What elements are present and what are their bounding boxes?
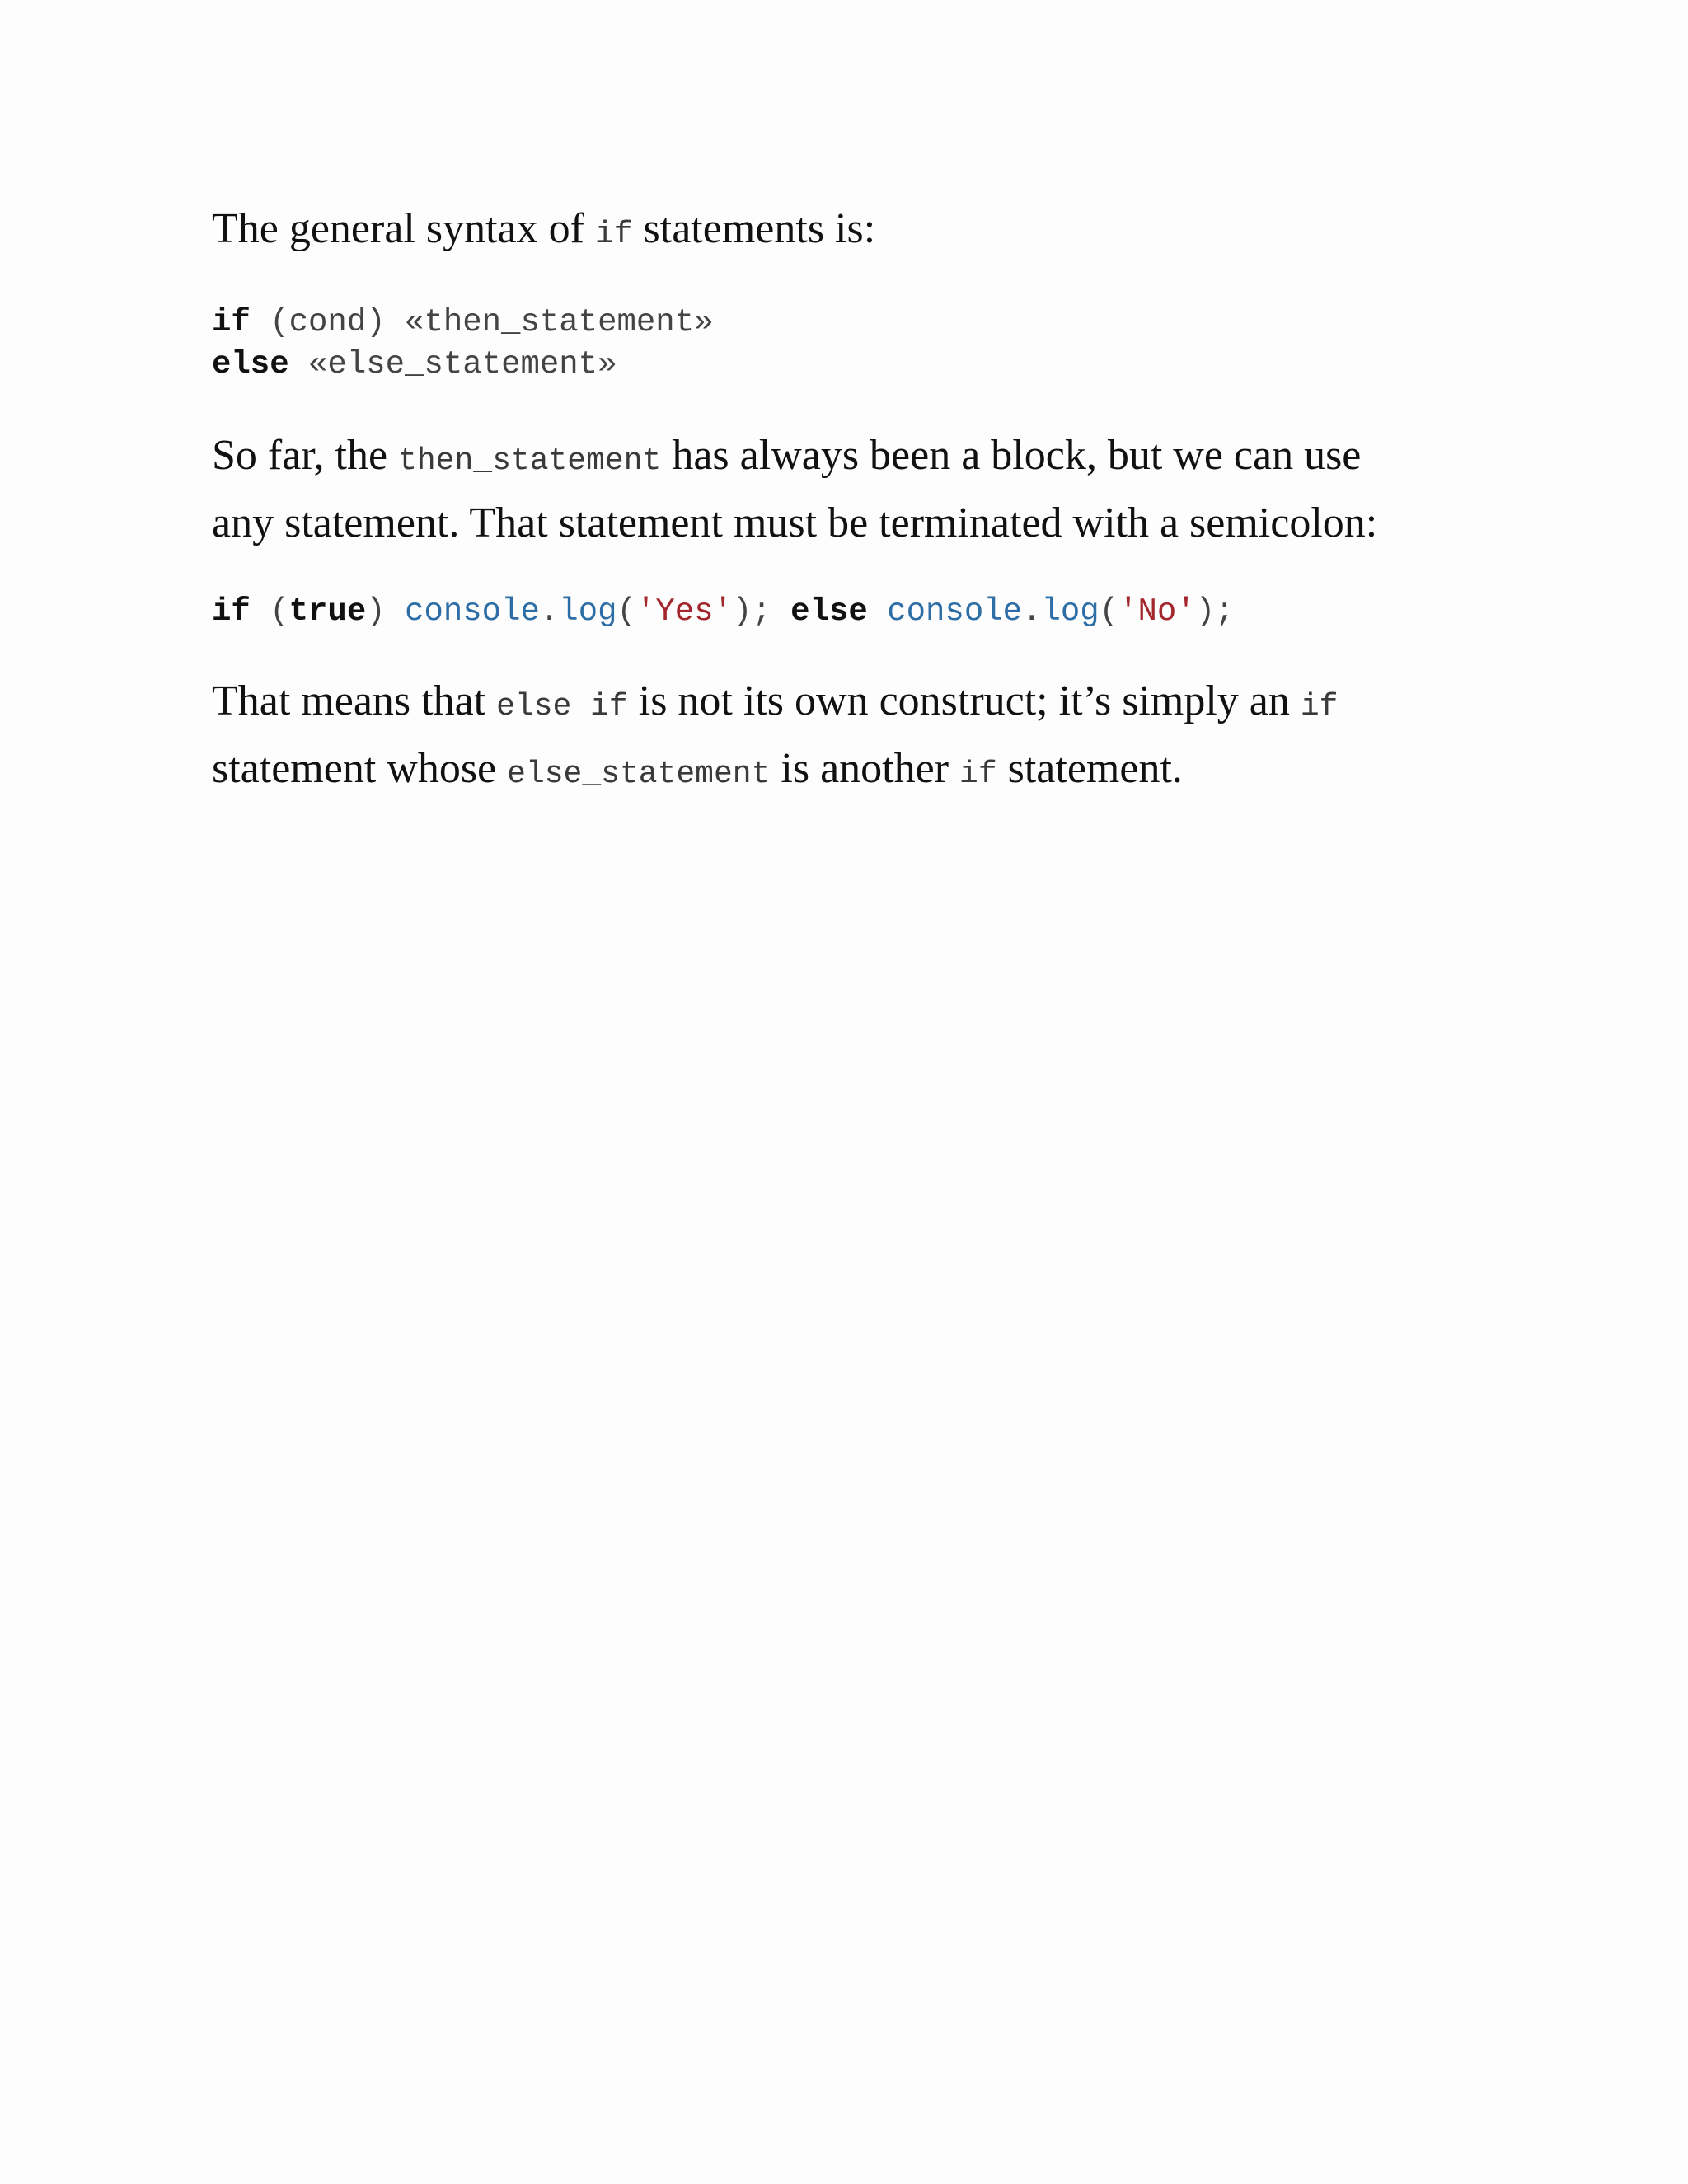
inline-code: if	[959, 757, 997, 792]
punctuation: );	[732, 593, 791, 630]
keyword: else	[790, 593, 868, 630]
inline-code: else if	[496, 689, 628, 724]
text: That means that	[212, 677, 497, 724]
code-text: «else_statement»	[288, 346, 617, 382]
punctuation: );	[1195, 593, 1235, 630]
code-line	[212, 302, 1498, 344]
then-statement-paragraph	[212, 424, 1498, 554]
text: statement whose	[212, 745, 508, 792]
punctuation: )	[366, 593, 406, 630]
keyword: if	[212, 593, 251, 630]
paragraph-line	[212, 424, 1498, 492]
code-line	[212, 344, 1498, 386]
text: statement.	[996, 745, 1183, 792]
else-if-paragraph	[212, 670, 1498, 805]
paragraph-line	[212, 738, 1498, 805]
inline-code: then_statement	[398, 443, 662, 479]
paragraph-line	[212, 670, 1498, 738]
whitespace	[868, 593, 887, 630]
keyword: else	[212, 346, 289, 382]
text: is another	[770, 745, 960, 792]
identifier: log	[559, 593, 617, 630]
inline-code: else_statement	[507, 757, 771, 792]
inline-code: if	[1300, 689, 1339, 724]
punctuation: (	[250, 593, 289, 630]
punctuation: (	[1099, 593, 1119, 630]
identifier: console	[887, 593, 1023, 630]
text: has always been a block, but we can use	[661, 432, 1362, 479]
keyword: true	[288, 593, 367, 630]
syntax-intro-paragraph	[212, 198, 1498, 265]
text: The general syntax of	[212, 205, 595, 252]
example-code-block	[212, 591, 1498, 633]
paragraph-line: any statement. That statement must be terminated with a semicolon:	[212, 499, 1378, 546]
text: is not its own construct; it’s simply an	[627, 677, 1301, 724]
code-text: (cond) «then_statement»	[250, 304, 714, 340]
identifier: console	[405, 593, 540, 630]
punctuation: .	[539, 593, 560, 630]
punctuation: .	[1022, 593, 1042, 630]
keyword: if	[212, 304, 251, 340]
document-page	[212, 198, 1498, 805]
string-literal: 'Yes'	[635, 593, 733, 630]
text: statements is:	[632, 205, 876, 252]
inline-code: if	[594, 217, 633, 252]
text: So far, the	[212, 432, 399, 479]
syntax-code-block	[212, 302, 1498, 386]
identifier: log	[1041, 593, 1100, 630]
string-literal: 'No'	[1118, 593, 1196, 630]
punctuation: (	[617, 593, 636, 630]
